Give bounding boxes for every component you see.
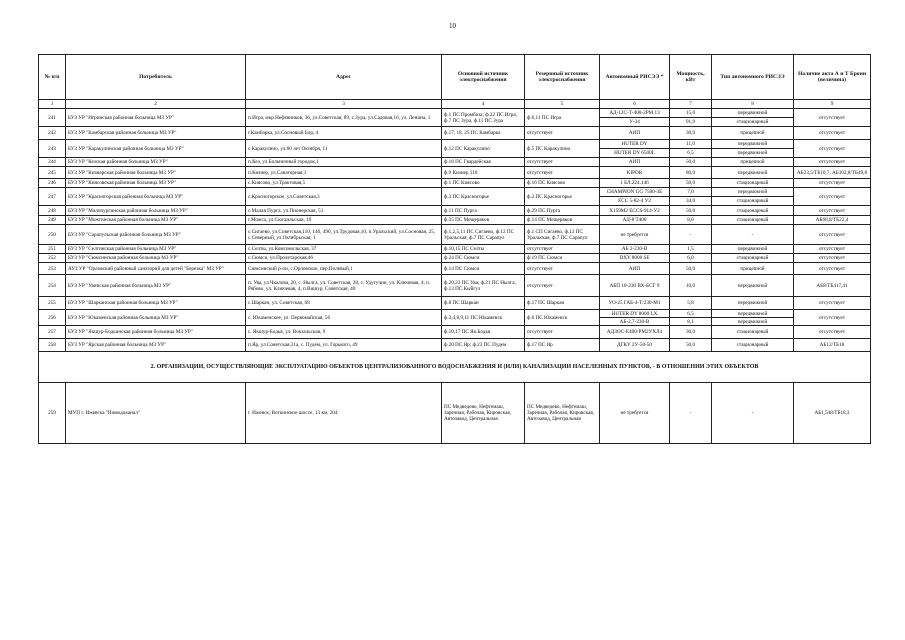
generator-type-cell: стационарный (712, 206, 794, 216)
act-cell: АБ8/ТБ417,41 (794, 275, 871, 297)
table-row (39, 188, 871, 197)
power-cell: - (670, 225, 712, 245)
column-number: 7 (670, 100, 712, 109)
power-cell: 30,0 (670, 127, 712, 140)
reserve-source-cell: ПС Медведево, Нефтемаш, Заречная, Рабочая, Кировская, Автозавод, Центральная (525, 383, 600, 444)
column-number: 8 (712, 100, 794, 109)
generator-type-cell: передвижной (712, 109, 794, 118)
power-cell: 8,0 (670, 216, 712, 225)
generator-type-cell: передвижной (712, 188, 794, 197)
generator-type-cell: стационарный (712, 197, 794, 206)
consumer-cell: БУЗ УР "Каракулинская районная больница МЗ УР" (66, 140, 246, 158)
column-number: 9 (794, 100, 871, 109)
reserve-source-cell: ф.5 ПС Каракулино (525, 140, 600, 158)
column-number: 3 (246, 100, 442, 109)
address-cell: с.Селты, ул.Комсомольская, 37 (246, 245, 442, 254)
table-row (39, 339, 871, 352)
reserve-source-cell: ф.6,11 ПС Игра (525, 109, 600, 127)
main-source-cell: ф.24 ПС Сюмси (442, 254, 525, 263)
generator-model-cell: УО-25 ГАБ-4-Т/230-М1 (600, 297, 670, 310)
row-number: 245 (39, 167, 66, 179)
reserve-source-cell: ф.16 ПС Киясово (525, 179, 600, 188)
generator-type-cell: прицепной (712, 263, 794, 275)
generator-model-cell: АДЗОС-Е400-РМ2УХЛ4 (600, 326, 670, 339)
address-cell: с. Юкаменское, ул. Первомайская, 56 (246, 310, 442, 326)
table-row (39, 263, 871, 275)
table-row (39, 140, 871, 149)
consumer-cell: БУЗ УР "Киясовская районная больница МЗ УР" (66, 179, 246, 188)
row-number: 256 (39, 310, 66, 326)
address-cell: с.Малая Пурга, ул.Пионерская, 51 (246, 206, 442, 216)
generator-type-cell: стационарный (712, 179, 794, 188)
power-cell: 50,0 (670, 263, 712, 275)
generator-model-cell: CHAMPION GG 7500-3E (600, 188, 670, 197)
generator-model-cell: не требуется (600, 383, 670, 444)
column-number: 5 (525, 100, 600, 109)
generator-type-cell: стационарный (712, 118, 794, 127)
address-cell: г.Камбарка, ул.Сосновый Бор, 4 (246, 127, 442, 140)
consumer-cell: БУЗ УР "Увинская районная больница МЗ УР" (66, 275, 246, 297)
table-row (39, 254, 871, 263)
consumer-cell: БУЗ УР "Можгинская районная больница МЗ УР" (66, 216, 246, 225)
consumer-cell: БУЗ УР "Игринская районная больница МЗ УР" (66, 109, 246, 127)
generator-type-cell: передвижной (712, 275, 794, 297)
power-cell: 11,0 (670, 140, 712, 149)
power-cell: 5,8 (670, 297, 712, 310)
reserve-source-cell: отсутствует (525, 263, 600, 275)
reserve-source-cell: ф.2 ПС Красногорье (525, 188, 600, 206)
power-cell: 1,5 (670, 245, 712, 254)
address-cell: п. Ува, ул.Чкалова, 20, с. Нылга, ул. Советская, 28, с. Удугучин, ул. Ключевая, 4, п. Рябово, ул. Ключевая, 4, п.Вишур, Советская, 40 (246, 275, 442, 297)
power-cell: 6,5 (670, 149, 712, 158)
reserve-source-cell: ф.19 ПС Сюмси (525, 254, 600, 263)
generator-type-cell: стационарный (712, 326, 794, 339)
row-number: 246 (39, 179, 66, 188)
address-cell: п.Кез, ул.Больничный городок,1 (246, 158, 442, 167)
consumer-cell: БУЗ УР "Селтинская районная больница МЗ УР" (66, 245, 246, 254)
consumer-cell: АУЗ УР "Орловский районный санаторий для детей "Березка" МЗ УР" (66, 263, 246, 275)
generator-model-cell: KIPOR (600, 167, 670, 179)
power-cell: 50,0 (670, 206, 712, 216)
reserve-source-cell: отсутствует (525, 275, 600, 297)
table-row (39, 158, 871, 167)
header-cell: Адрес (246, 55, 442, 100)
main-source-cell: ф.1 ПС Промбаза; ф.22 ПС Игра, ф.7 ПС Зура, ф.11 ПС Зура (442, 109, 525, 127)
table-row (39, 167, 871, 179)
row-number: 251 (39, 245, 66, 254)
address-cell: с.Сюмси, ул.Пролетарская,46 (246, 254, 442, 263)
table-row (39, 206, 871, 216)
table-row (39, 127, 871, 140)
act-cell: отсутствует (794, 254, 871, 263)
address-cell: Сюмсинский р-он, с.Орловское, пер.Полевый,1 (246, 263, 442, 275)
power-cell: 34,0 (670, 197, 712, 206)
act-cell: отсутствует (794, 179, 871, 188)
main-source-cell: ф.3,4,8,9,11 ПС Юкаменск (442, 310, 525, 326)
row-number: 242 (39, 127, 66, 140)
row-number: 250 (39, 225, 66, 245)
generator-model-cell: 1 БЛ.224.146 (600, 179, 670, 188)
consumer-cell: МУП г. Ижевска "Ижводоканал" (66, 383, 246, 444)
act-cell: отсутствует (794, 326, 871, 339)
row-number: 258 (39, 339, 66, 352)
header-cell: Тип автономного РИСЭЭ (712, 55, 794, 100)
reserve-source-cell: отсутствует (525, 245, 600, 254)
main-source-cell: ф.35 ПС Мещеряков (442, 216, 525, 225)
consumer-cell: БУЗ УР "Сюмсинская районная больница МЗ УР" (66, 254, 246, 263)
section-row (39, 352, 871, 383)
consumer-cell: БУЗ УР "Шарканская районная больница МЗ УР" (66, 297, 246, 310)
generator-type-cell: передвижной (712, 140, 794, 149)
reserve-source-cell: отсутствует (525, 167, 600, 179)
act-cell: АБ1,548/ТБ18,3 (794, 383, 871, 444)
main-source-cell: ф.20,23 ПС Ува; ф.21 ПС Нылга, ф.13 ПС Кыйгуз (442, 275, 525, 297)
header-cell: Резервный источник электроснабжения (525, 55, 600, 100)
power-cell: 50,0 (670, 179, 712, 188)
power-cell: 6,5 (670, 310, 712, 318)
row-number: 249 (39, 216, 66, 225)
power-cell: 50,0 (670, 339, 712, 352)
act-cell: отсутствует (794, 310, 871, 326)
address-cell: с.Киясово, ул.Трактовая,5 (246, 179, 442, 188)
address-cell: с. Якшур-Бодья, ул. Вокзальская, 9 (246, 326, 442, 339)
generator-type-cell: передвижной (712, 310, 794, 318)
header-row (39, 55, 871, 100)
column-number: 2 (66, 100, 246, 109)
header-cell: Автономный РИСЭЭ * (600, 55, 670, 100)
main-source-cell: ф.18 ПС Гвардейская (442, 158, 525, 167)
main-source-cell: ф.12 ПС Каракулино (442, 140, 525, 158)
consumer-cell: БУЗ УР "Сарапульская районная больница МЗ УР" (66, 225, 246, 245)
reserve-source-cell: ф.14 ПС Мещеряков (525, 216, 600, 225)
table-row (39, 109, 871, 118)
page-number: 10 (449, 22, 456, 30)
main-source-cell: ф.10,17 ПС Як.Бодья (442, 326, 525, 339)
main-source-cell: ф.20 ПС Яр; ф.23 ПС Пудем (442, 339, 525, 352)
power-cell: - (670, 383, 712, 444)
power-cell: 30,0 (670, 326, 712, 339)
consumer-cell: БУЗ УР "Якшур-Бодьинская районная больница МЗ УР" (66, 326, 246, 339)
main-source-cell: ф.9 Кизнер 110 (442, 167, 525, 179)
act-cell: отсутствует (794, 297, 871, 310)
row-number: 259 (39, 383, 66, 444)
address-cell: с.Каракулино, ул.60 лет Октября, 11 (246, 140, 442, 158)
table-row (39, 297, 871, 310)
address-cell: с.Сигаево, ул.Советская,110, 146, 490, ул.Трудовая,10, п.Уральский, ул.Сосновая, 25, с.Северный, ул.Октябрьская, 1 (246, 225, 442, 245)
act-cell: отсутствует (794, 206, 871, 216)
column-number: 4 (442, 100, 525, 109)
consumer-cell: БУЗ УР "Малопургинская районная больница МЗ УР" (66, 206, 246, 216)
generator-type-cell: прицепной (712, 127, 794, 140)
header-cell: Наличие акта А и Т Брони (величина) (794, 55, 871, 100)
reserve-source-cell: отсутствует (525, 158, 600, 167)
consumer-cell: БУЗ УР "Камбарская районная больница МЗ УР" (66, 127, 246, 140)
column-number-row (39, 100, 871, 109)
reserve-source-cell: ф.17 ПС Шаркан (525, 297, 600, 310)
main-source-cell: ф.10,15 ПС Селты (442, 245, 525, 254)
generator-type-cell: передвижной (712, 297, 794, 310)
row-number: 247 (39, 188, 66, 206)
address-cell: п.Игра, мкр.Нефтяников, 36, ул.Советская, 89, с.Зура, ул.Садовая,16, ул. Ленина, 1 (246, 109, 442, 127)
reserve-source-cell: отсутствует (525, 127, 600, 140)
main-source-cell: ф.14 ПС Сюмси (442, 263, 525, 275)
generator-model-cell: АД-12С-Т-400-2РМ 13 (600, 109, 670, 118)
generator-type-cell: стационарный (712, 339, 794, 352)
table-row (39, 326, 871, 339)
row-number: 253 (39, 263, 66, 275)
act-cell: отсутствует (794, 158, 871, 167)
address-cell: п.Кизнер, ул.Санаторная,1 (246, 167, 442, 179)
consumer-cell: БУЗ УР "Кизнерская районная больница МЗ УР" (66, 167, 246, 179)
act-cell: АБ12/ТБ18 (794, 339, 871, 352)
generator-model-cell: АИП (600, 127, 670, 140)
generator-model-cell: не требуется (600, 225, 670, 245)
generator-model-cell: АИП (600, 158, 670, 167)
power-cell: 50,0 (670, 158, 712, 167)
generator-type-cell: - (712, 225, 794, 245)
generator-model-cell: ДГКУ 2У-50-50 (600, 339, 670, 352)
act-cell: отсутствует (794, 245, 871, 254)
generator-model-cell: АД-8 Т400 (600, 216, 670, 225)
table-row (39, 245, 871, 254)
power-cell: 91,9 (670, 118, 712, 127)
generator-model-cell: АИП (600, 263, 670, 275)
generator-model-cell: HUTER DY 8000 LX (600, 310, 670, 318)
main-source-cell: ф.3 ПС Красногорье (442, 188, 525, 206)
generator-model-cell: АБП 10-230 ВХ-БСГ 9 (600, 275, 670, 297)
row-number: 244 (39, 158, 66, 167)
row-number: 257 (39, 326, 66, 339)
generator-model-cell: Х159М2 ЕССS-914-У2 (600, 206, 670, 216)
act-cell: отсутствует (794, 127, 871, 140)
generator-model-cell: АБ-2,7-230-В (600, 318, 670, 326)
address-cell: г.Можга, ул.Сюгаильская, 19 (246, 216, 442, 225)
generator-type-cell: передвижной (712, 167, 794, 179)
generator-type-cell: стационарный (712, 216, 794, 225)
address-cell: с.Шаркан, ул. Советская, 68 (246, 297, 442, 310)
main-source-cell: ф.1 ПС Киясово (442, 179, 525, 188)
reserve-source-cell: ф.6 ПС Юкаменск (525, 310, 600, 326)
table-row (39, 225, 871, 245)
address-cell: п.Яр, ул.Советская,31а, с. Пудем, ул. Горького, 49 (246, 339, 442, 352)
power-cell: 80,0 (670, 167, 712, 179)
consumer-cell: БУЗ УР "Красногорская районная больница МЗ УР" (66, 188, 246, 206)
main-source-cell: ф.17, 18, 25 ПС Камбарка (442, 127, 525, 140)
reserve-source-cell: ф.1 СП Сигаево, ф.12 ПС Уральская, ф.7 ПС Сарапул (525, 225, 600, 245)
generator-model-cell: HUTER DY (600, 140, 670, 149)
table-row (39, 310, 871, 318)
power-cell: 8,1 (670, 318, 712, 326)
power-cell: 10,0 (670, 275, 712, 297)
header-cell: № п/п (39, 55, 66, 100)
reserve-source-cell: отсутствует (525, 326, 600, 339)
table-row (39, 275, 871, 297)
act-cell: АБ23,5/ТБ10,7, АБ102,8/ТБ49,8 (794, 167, 871, 179)
column-number: 6 (600, 100, 670, 109)
consumer-cell: БУЗ УР "Юкаменская районная больница МЗ УР" (66, 310, 246, 326)
generator-type-cell: стационарный (712, 254, 794, 263)
generator-type-cell: передвижной (712, 245, 794, 254)
power-cell: 6,0 (670, 254, 712, 263)
power-cell: 15,0 (670, 109, 712, 118)
act-cell: отсутствует (794, 225, 871, 245)
row-number: 241 (39, 109, 66, 127)
main-source-cell: ф.8 ПС Шаркан (442, 297, 525, 310)
address-cell: с.Красногорское, ул.Советская,3 (246, 188, 442, 206)
act-cell: АБ68,8/ТБ22,4 (794, 216, 871, 225)
header-cell: Мощность, кВт (670, 55, 712, 100)
main-source-cell: ПС Медведево, Нефтемаш, Заречная, Рабочая, Кировская, Автозавод, Центральная (442, 383, 525, 444)
power-cell: 7,0 (670, 188, 712, 197)
table-row (39, 383, 871, 444)
column-number: 1 (39, 100, 66, 109)
table-row (39, 179, 871, 188)
consumer-cell: БУЗ УР "Кезская районная больница МЗ УР" (66, 158, 246, 167)
table-row (39, 216, 871, 225)
act-cell: отсутствует (794, 140, 871, 158)
act-cell: отсутствует (794, 109, 871, 127)
section-2-title: 2. ОРГАНИЗАЦИИ, ОСУЩЕСТВЛЯЮЩИЕ ЭКСПЛУАТАЦИЮ ОБЪЕКТОВ ЦЕНТРАЛИЗОВАННОГО ВОДОСНАБЖЕНИЯ И (ИЛИ) КАНАЛИЗАЦИИ НАСЕЛЕННЫХ ПУНКТОВ, - В ОТНОШЕНИИ ЭТИХ ОБЪЕКТОВ (39, 352, 871, 383)
act-cell: отсутствует (794, 188, 871, 206)
row-number: 243 (39, 140, 66, 158)
generator-type-cell: - (712, 383, 794, 444)
generator-model-cell: DXY 8000 SE (600, 254, 670, 263)
main-source-cell: ф.1,2,5,11 ПС Сигаево, ф.12 ПС Уральская, ф.7 ПС Сарапул (442, 225, 525, 245)
row-number: 248 (39, 206, 66, 216)
header-cell: Основной источник электроснабжения (442, 55, 525, 100)
generator-type-cell: передвижной (712, 149, 794, 158)
reserve-source-cell: ф.17 ПС Яр (525, 339, 600, 352)
address-cell: г. Ижевск, Воткинское шоссе, 13 км, 204 (246, 383, 442, 444)
generator-model-cell: ЕСС 5-82-4 У2 (600, 197, 670, 206)
generator-model-cell: АБ 2-230-В (600, 245, 670, 254)
generator-type-cell: прицепной (712, 158, 794, 167)
consumer-cell: БУЗ УР "Ярская районная больница МЗ УР" (66, 339, 246, 352)
header-cell: Потребитель (66, 55, 246, 100)
main-source-cell: ф.11 ПС Пурга (442, 206, 525, 216)
generator-type-cell: передвижной (712, 318, 794, 326)
row-number: 254 (39, 275, 66, 297)
reserve-source-cell: ф.29 ПС Пурга (525, 206, 600, 216)
act-cell: отсутствует (794, 263, 871, 275)
row-number: 255 (39, 297, 66, 310)
generator-model-cell: HUTER DY 6500L (600, 149, 670, 158)
row-number: 252 (39, 254, 66, 263)
generator-model-cell: У-34 (600, 118, 670, 127)
power-sources-table (38, 54, 871, 444)
